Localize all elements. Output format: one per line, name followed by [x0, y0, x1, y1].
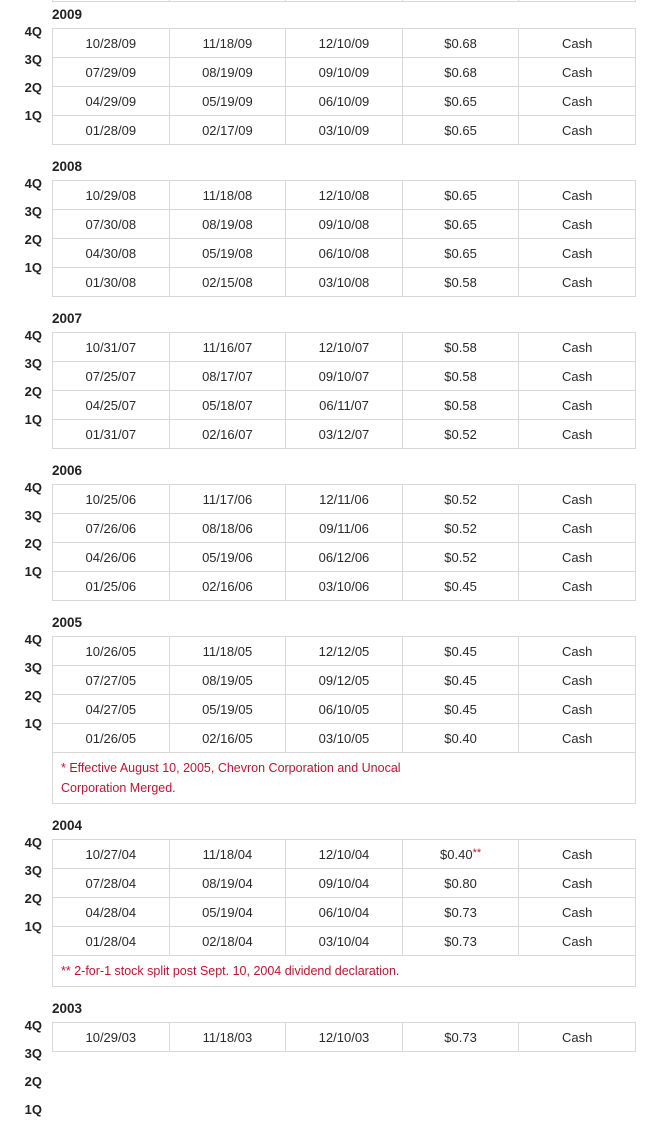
quarter-label: 3Q	[24, 660, 42, 675]
dividend-table	[52, 484, 636, 601]
type-cell: Cash	[519, 87, 636, 116]
footnote	[52, 753, 636, 804]
quarter-label: 4Q	[24, 480, 42, 495]
declaration-date-cell: 07/29/09	[53, 58, 170, 87]
dividend-table	[52, 839, 636, 956]
quarter-labels	[0, 22, 42, 134]
type-cell: Cash	[519, 485, 636, 514]
record-date-cell: 02/16/06	[169, 572, 286, 601]
record-date-cell: 11/18/05	[169, 637, 286, 666]
year-section-2007	[0, 306, 670, 458]
payment-date-cell: 09/10/09	[286, 58, 403, 87]
quarter-label: 3Q	[24, 1046, 42, 1061]
type-cell: Cash	[519, 637, 636, 666]
record-date-cell: 08/19/05	[169, 666, 286, 695]
amount-cell: $0.80	[402, 869, 519, 898]
record-date-cell: 02/15/08	[169, 268, 286, 297]
record-date-cell: 08/18/06	[169, 514, 286, 543]
payment-date-cell: 06/10/08	[286, 239, 403, 268]
declaration-date-cell: 04/27/05	[53, 695, 170, 724]
year-heading: 2008	[52, 159, 83, 174]
payment-date-cell: 06/10/05	[286, 695, 403, 724]
record-date-cell: 05/19/09	[169, 87, 286, 116]
year-table-block	[24, 176, 636, 297]
table-row	[53, 268, 636, 297]
record-date-cell: 05/19/05	[169, 695, 286, 724]
amount-cell: $0.40	[402, 724, 519, 753]
quarter-label: 1Q	[24, 1102, 42, 1117]
payment-date-cell: 12/12/05	[286, 637, 403, 666]
record-date-cell: 02/16/05	[169, 724, 286, 753]
year-table-block	[24, 835, 636, 987]
record-date-cell: 11/18/09	[169, 29, 286, 58]
record-date-cell: 08/19/08	[169, 210, 286, 239]
amount-cell: $0.73	[402, 1023, 519, 1052]
quarter-label: 2Q	[24, 891, 42, 906]
record-date-cell: 11/18/04	[169, 840, 286, 869]
quarter-label: 2Q	[24, 688, 42, 703]
quarter-label: 2Q	[24, 536, 42, 551]
type-cell: Cash	[519, 927, 636, 956]
declaration-date-cell: 01/31/07	[53, 420, 170, 449]
record-date-cell: 02/17/09	[169, 116, 286, 145]
table-row	[53, 58, 636, 87]
quarter-label: 3Q	[24, 204, 42, 219]
payment-date-cell: 09/11/06	[286, 514, 403, 543]
quarter-labels	[0, 478, 42, 590]
payment-date-cell: 09/10/04	[286, 869, 403, 898]
table-row	[53, 724, 636, 753]
type-cell: Cash	[519, 666, 636, 695]
payment-date-cell: 03/10/05	[286, 724, 403, 753]
declaration-date-cell: 04/26/06	[53, 543, 170, 572]
amount-cell: $0.52	[402, 420, 519, 449]
quarter-label: 1Q	[24, 716, 42, 731]
declaration-date-cell: 10/31/07	[53, 333, 170, 362]
type-cell: Cash	[519, 543, 636, 572]
record-date-cell: 11/18/08	[169, 181, 286, 210]
declaration-date-cell: 07/25/07	[53, 362, 170, 391]
amount-cell: $0.73	[402, 898, 519, 927]
year-table-block	[24, 1018, 636, 1117]
table-row	[53, 572, 636, 601]
record-date-cell: 02/18/04	[169, 927, 286, 956]
dividend-table	[52, 636, 636, 753]
amount-cell: $0.65	[402, 116, 519, 145]
table-row	[53, 637, 636, 666]
type-cell: Cash	[519, 695, 636, 724]
table-row	[53, 840, 636, 869]
payment-date-cell: 06/10/09	[286, 87, 403, 116]
payment-date-cell: 12/10/07	[286, 333, 403, 362]
footnote	[52, 956, 636, 987]
type-cell: Cash	[519, 181, 636, 210]
quarter-label: 3Q	[24, 863, 42, 878]
declaration-date-cell: 01/30/08	[53, 268, 170, 297]
type-cell: Cash	[519, 268, 636, 297]
quarter-label: 1Q	[24, 108, 42, 123]
payment-date-cell: 06/10/04	[286, 898, 403, 927]
year-heading: 2007	[52, 311, 83, 326]
declaration-date-cell: 01/28/04	[53, 927, 170, 956]
year-table-block	[24, 24, 636, 145]
table-row	[53, 333, 636, 362]
type-cell: Cash	[519, 514, 636, 543]
dividend-table	[52, 1022, 636, 1052]
table-row	[53, 1023, 636, 1052]
declaration-date-cell: 07/27/05	[53, 666, 170, 695]
amount-cell: $0.45	[402, 572, 519, 601]
table-row	[53, 543, 636, 572]
quarter-label: 2Q	[24, 80, 42, 95]
quarter-label: 4Q	[24, 176, 42, 191]
type-cell: Cash	[519, 420, 636, 449]
year-section-2005	[0, 610, 670, 813]
declaration-date-cell: 10/26/05	[53, 637, 170, 666]
record-date-cell: 05/19/08	[169, 239, 286, 268]
record-date-cell: 02/16/07	[169, 420, 286, 449]
amount-cell: $0.58	[402, 391, 519, 420]
type-cell: Cash	[519, 58, 636, 87]
declaration-date-cell: 07/28/04	[53, 869, 170, 898]
declaration-date-cell: 10/25/06	[53, 485, 170, 514]
dividend-history	[0, 2, 670, 1117]
quarter-label: 4Q	[24, 835, 42, 850]
payment-date-cell: 09/12/05	[286, 666, 403, 695]
table-row	[53, 181, 636, 210]
record-date-cell: 08/19/09	[169, 58, 286, 87]
payment-date-cell: 12/10/09	[286, 29, 403, 58]
record-date-cell: 05/19/06	[169, 543, 286, 572]
year-heading: 2009	[52, 7, 83, 22]
table-row	[53, 485, 636, 514]
type-cell: Cash	[519, 898, 636, 927]
quarter-labels	[0, 326, 42, 438]
payment-date-cell: 12/11/06	[286, 485, 403, 514]
amount-value: $0.40	[440, 846, 473, 862]
declaration-date-cell: 01/25/06	[53, 572, 170, 601]
table-row	[53, 362, 636, 391]
year-table-block	[24, 328, 636, 449]
payment-date-cell: 12/10/08	[286, 181, 403, 210]
dividend-table	[52, 28, 636, 145]
quarter-labels	[0, 630, 42, 742]
quarter-labels	[0, 1016, 42, 1128]
amount-cell: $0.65	[402, 181, 519, 210]
amount-cell: $0.45	[402, 637, 519, 666]
year-section-2006	[0, 458, 670, 610]
record-date-cell: 11/17/06	[169, 485, 286, 514]
payment-date-cell: 03/10/06	[286, 572, 403, 601]
quarter-label: 3Q	[24, 356, 42, 371]
year-heading: 2004	[52, 818, 83, 833]
type-cell: Cash	[519, 391, 636, 420]
type-cell: Cash	[519, 724, 636, 753]
quarter-label: 3Q	[24, 508, 42, 523]
payment-date-cell: 12/10/03	[286, 1023, 403, 1052]
quarter-label: 4Q	[24, 328, 42, 343]
payment-date-cell: 09/10/08	[286, 210, 403, 239]
declaration-date-cell: 07/30/08	[53, 210, 170, 239]
year-table-block	[24, 480, 636, 601]
table-row	[53, 29, 636, 58]
table-row	[53, 116, 636, 145]
year-table-block	[24, 632, 636, 804]
year-heading: 2003	[52, 1001, 83, 1016]
footnote-marker: **	[472, 846, 482, 859]
amount-cell: $0.65	[402, 87, 519, 116]
declaration-date-cell: 10/29/03	[53, 1023, 170, 1052]
table-row	[53, 420, 636, 449]
amount-cell	[402, 840, 519, 869]
type-cell: Cash	[519, 869, 636, 898]
quarter-label: 2Q	[24, 384, 42, 399]
amount-cell: $0.58	[402, 268, 519, 297]
table-row	[53, 210, 636, 239]
table-row	[53, 666, 636, 695]
amount-cell: $0.52	[402, 514, 519, 543]
dividend-table	[52, 332, 636, 449]
quarter-label: 1Q	[24, 919, 42, 934]
table-row	[53, 927, 636, 956]
quarter-label: 1Q	[24, 260, 42, 275]
year-heading: 2006	[52, 463, 83, 478]
amount-cell: $0.68	[402, 29, 519, 58]
amount-cell: $0.65	[402, 210, 519, 239]
table-row	[53, 87, 636, 116]
quarter-labels	[0, 833, 42, 945]
record-date-cell: 08/17/07	[169, 362, 286, 391]
type-cell: Cash	[519, 116, 636, 145]
declaration-date-cell: 07/26/06	[53, 514, 170, 543]
year-section-2008	[0, 154, 670, 306]
table-row	[53, 391, 636, 420]
footnote-text: ** 2-for-1 stock split post Sept. 10, 2004 dividend declaration.	[61, 964, 400, 978]
quarter-label: 2Q	[24, 1074, 42, 1089]
payment-date-cell: 03/10/08	[286, 268, 403, 297]
table-row	[53, 239, 636, 268]
amount-cell: $0.45	[402, 695, 519, 724]
dividend-table	[52, 180, 636, 297]
amount-cell: $0.68	[402, 58, 519, 87]
declaration-date-cell: 10/27/04	[53, 840, 170, 869]
payment-date-cell: 12/10/04	[286, 840, 403, 869]
declaration-date-cell: 04/25/07	[53, 391, 170, 420]
declaration-date-cell: 04/30/08	[53, 239, 170, 268]
table-row	[53, 869, 636, 898]
quarter-label: 4Q	[24, 632, 42, 647]
year-section-2004	[0, 813, 670, 996]
table-row	[53, 514, 636, 543]
declaration-date-cell: 04/29/09	[53, 87, 170, 116]
payment-date-cell: 03/12/07	[286, 420, 403, 449]
quarter-labels	[0, 174, 42, 286]
payment-date-cell: 09/10/07	[286, 362, 403, 391]
type-cell: Cash	[519, 210, 636, 239]
amount-cell: $0.45	[402, 666, 519, 695]
type-cell: Cash	[519, 840, 636, 869]
payment-date-cell: 06/11/07	[286, 391, 403, 420]
declaration-date-cell: 01/28/09	[53, 116, 170, 145]
type-cell: Cash	[519, 362, 636, 391]
amount-cell: $0.73	[402, 927, 519, 956]
amount-cell: $0.65	[402, 239, 519, 268]
record-date-cell: 08/19/04	[169, 869, 286, 898]
year-section-2009	[0, 2, 670, 154]
payment-date-cell: 03/10/09	[286, 116, 403, 145]
type-cell: Cash	[519, 572, 636, 601]
amount-cell: $0.58	[402, 362, 519, 391]
amount-cell: $0.52	[402, 543, 519, 572]
record-date-cell: 05/19/04	[169, 898, 286, 927]
type-cell: Cash	[519, 333, 636, 362]
footnote-text: * Effective August 10, 2005, Chevron Corporation and Unocal Corporation Merged.	[61, 761, 401, 795]
quarter-label: 3Q	[24, 52, 42, 67]
quarter-label: 2Q	[24, 232, 42, 247]
type-cell: Cash	[519, 29, 636, 58]
type-cell: Cash	[519, 239, 636, 268]
declaration-date-cell: 10/28/09	[53, 29, 170, 58]
record-date-cell: 11/18/03	[169, 1023, 286, 1052]
record-date-cell: 11/16/07	[169, 333, 286, 362]
table-row	[53, 695, 636, 724]
quarter-label: 1Q	[24, 564, 42, 579]
amount-cell: $0.52	[402, 485, 519, 514]
quarter-label: 4Q	[24, 1018, 42, 1033]
payment-date-cell: 06/12/06	[286, 543, 403, 572]
declaration-date-cell: 04/28/04	[53, 898, 170, 927]
declaration-date-cell: 10/29/08	[53, 181, 170, 210]
quarter-label: 4Q	[24, 24, 42, 39]
quarter-label: 1Q	[24, 412, 42, 427]
declaration-date-cell: 01/26/05	[53, 724, 170, 753]
type-cell: Cash	[519, 1023, 636, 1052]
table-row	[53, 898, 636, 927]
amount-cell: $0.58	[402, 333, 519, 362]
year-section-2003	[0, 996, 670, 1117]
year-heading: 2005	[52, 615, 83, 630]
record-date-cell: 05/18/07	[169, 391, 286, 420]
payment-date-cell: 03/10/04	[286, 927, 403, 956]
